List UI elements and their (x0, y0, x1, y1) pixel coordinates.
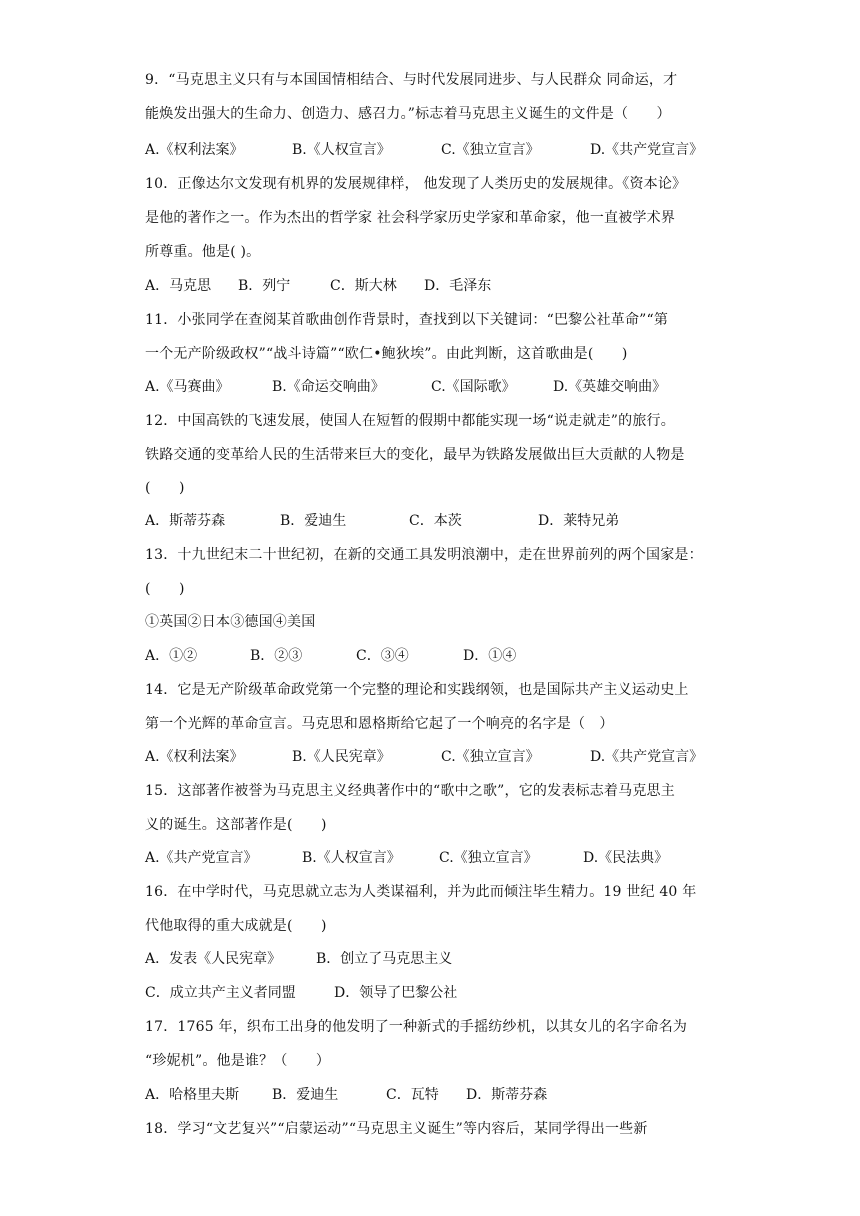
question-17-line-1: 17．1765 年，织布工出身的他发明了一种新式的手摇纺纱机，以其女儿的名字命名为 (145, 1019, 688, 1035)
question-15-line-2: 义的诞生。这部著作是( ) (145, 817, 327, 833)
question-12-option-b: B．爱迪生 (280, 513, 347, 529)
question-14-option-b: B.《人民宪章》 (292, 749, 391, 765)
question-17-option-b: B．爱迪生 (272, 1087, 339, 1103)
question-9-option-a: A.《权利法案》 (145, 142, 244, 158)
question-14-option-d: D.《共产党宣言》 (590, 749, 704, 765)
question-14-line-1: 14．它是无产阶级革命政党第一个完整的理论和实践纲领，也是国际共产主义运动史上 (145, 682, 689, 698)
question-13-line-2: ( ) (145, 581, 185, 597)
question-11-line-2: 一个无产阶级政权”“战斗诗篇”“欧仁•鲍狄埃”。由此判断，这首歌曲是( ) (145, 346, 628, 362)
question-9-option-d: D.《共产党宣言》 (590, 142, 704, 158)
question-17-option-d: D．斯蒂芬森 (466, 1087, 548, 1103)
question-13-option-a: A．①② (145, 648, 198, 664)
question-15-option-b: B.《人权宣言》 (302, 850, 401, 866)
question-16-line-1: 16．在中学时代，马克思就立志为人类谋福利，并为此而倾注毕生精力。19 世纪 40 年 (145, 884, 697, 900)
question-18-line-1: 18．学习“文艺复兴”“启蒙运动”“马克思主义诞生”等内容后，某同学得出一些新 (145, 1121, 648, 1137)
question-13-option-b: B．②③ (250, 648, 303, 664)
question-17-line-2: “珍妮机”。他是谁？（ ） (145, 1053, 331, 1069)
question-12-option-a: A．斯蒂芬森 (145, 513, 226, 529)
question-16-option-b: B．创立了马克思主义 (316, 951, 453, 967)
question-9-line-2: 能焕发出强大的生命力、创造力、感召力。”标志着马克思主义诞生的文件是（ ） (145, 106, 671, 122)
question-11-option-d: D.《英雄交响曲》 (553, 379, 667, 395)
question-15-line-1: 15．这部著作被誉为马克思主义经典著作中的“歌中之歌”，它的发表标志着马克思主 (145, 783, 675, 799)
question-11-option-c: C.《国际歌》 (431, 379, 516, 395)
question-10-option-b: B．列宁 (238, 278, 291, 294)
question-11-option-a: A.《马赛曲》 (145, 379, 230, 395)
question-12-line-3: ( ) (145, 480, 185, 496)
question-12-option-d: D．莱特兄弟 (538, 513, 620, 529)
question-17-option-a: A．哈格里夫斯 (145, 1087, 240, 1103)
question-10-option-d: D．毛泽东 (424, 278, 492, 294)
question-15-option-d: D.《民法典》 (583, 850, 669, 866)
question-9-option-b: B.《人权宣言》 (292, 142, 391, 158)
question-11-line-1: 11．小张同学在查阅某首歌曲创作背景时，查找到以下关键词：“巴黎公社革命”“第 (145, 312, 669, 328)
question-14-line-2: 第一个光辉的革命宣言。马克思和恩格斯给它起了一个响亮的名字是（ ） (145, 716, 614, 732)
question-10-option-a: A．马克思 (145, 278, 212, 294)
question-16-line-2: 代他取得的重大成就是( ) (145, 918, 327, 934)
question-9-line-1: 9．“马克思主义只有与本国国情相结合、与时代发展同进步、与人民群众 同命运，才 (145, 72, 678, 88)
question-17-option-c: C．瓦特 (386, 1087, 439, 1103)
question-14-option-a: A.《权利法案》 (145, 749, 244, 765)
question-15-option-c: C.《独立宣言》 (439, 850, 538, 866)
question-13-line-1: 13．十九世纪末二十世纪初，在新的交通工具发明浪潮中，走在世界前列的两个国家是： (145, 547, 703, 563)
question-13-line-3: ①英国②日本③德国④美国 (145, 614, 316, 630)
question-16-option-d: D．领导了巴黎公社 (334, 985, 458, 1001)
question-10-line-1: 10．正像达尔文发现有机界的发展规律样， 他发现了人类历史的发展规律。《资本论》 (145, 176, 687, 192)
question-9-option-c: C.《独立宣言》 (441, 142, 540, 158)
question-12-option-c: C．本茨 (409, 513, 462, 529)
question-12-line-1: 12．中国高铁的飞速发展，使国人在短暂的假期中都能实现一场“说走就走”的旅行。 (145, 413, 675, 429)
question-15-option-a: A.《共产党宣言》 (145, 850, 258, 866)
question-10-line-2: 是他的著作之一。作为杰出的哲学家 社会科学家历史学家和革命家，他一直被学术界 (145, 210, 676, 226)
question-14-option-c: C.《独立宣言》 (441, 749, 540, 765)
question-11-option-b: B.《命运交响曲》 (272, 379, 385, 395)
question-13-option-c: C．③④ (356, 648, 409, 664)
question-10-line-3: 所尊重。他是( )。 (145, 244, 261, 260)
question-12-line-2: 铁路交通的变革给人民的生活带来巨大的变化，最早为铁路发展做出巨大贡献的人物是 (145, 447, 685, 463)
question-16-option-a: A．发表《人民宪章》 (145, 951, 282, 967)
question-16-option-c: C．成立共产主义者同盟 (145, 985, 296, 1001)
question-10-option-c: C．斯大林 (330, 278, 397, 294)
question-13-option-d: D．①④ (463, 648, 517, 664)
